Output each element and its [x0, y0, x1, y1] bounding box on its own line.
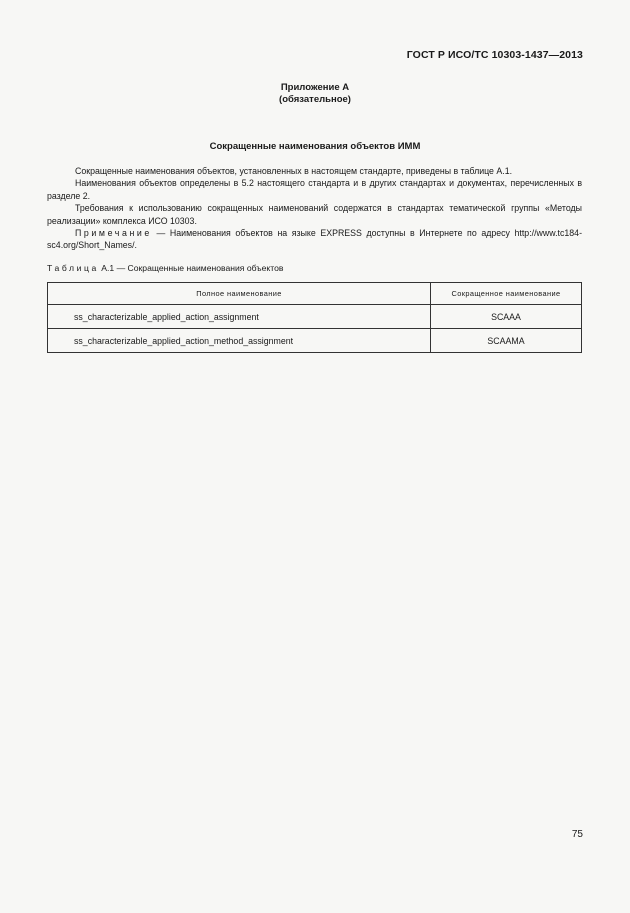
table-caption-label: Таблица	[47, 263, 99, 273]
note-label: Примечание	[75, 228, 152, 239]
cell-short-name: SCAAMA	[431, 329, 582, 353]
cell-full-name: ss_characterizable_applied_action_method_assignment	[48, 329, 431, 353]
abbreviations-table	[47, 282, 582, 353]
table-row	[48, 329, 582, 353]
body-text	[47, 165, 582, 252]
table-caption-text: А.1 — Сокращенные наименования объектов	[98, 263, 284, 273]
standard-code: ГОСТ Р ИСО/ТС 10303-1437—2013	[406, 49, 583, 61]
paragraph-3: Требования к использованию сокращенных наименований содержатся в стандартах тематической группы «Методы реализации» комплекса ИСО 10303.	[47, 203, 582, 226]
header-full-name: Полное наименование	[48, 283, 431, 305]
note-text: — Наименования объектов на языке EXPRESS доступны в Интернете по адресу http://www.tc184-sc4.org/Short_Names/.	[47, 228, 582, 251]
annex-status: (обязательное)	[279, 94, 351, 105]
table-row	[48, 305, 582, 329]
annex-heading	[0, 82, 630, 106]
table-header-row	[48, 283, 582, 305]
note	[47, 227, 582, 252]
section-title: Сокращенные наименования объектов ИММ	[209, 141, 421, 152]
page-number: 75	[571, 829, 583, 840]
header-short-name: Сокращенное наименование	[431, 283, 582, 305]
cell-full-name: ss_characterizable_applied_action_assignment	[48, 305, 431, 329]
annex-title: Приложение А	[280, 82, 350, 93]
cell-short-name: SCAAA	[431, 305, 582, 329]
paragraph-2: Наименования объектов определены в 5.2 настоящего стандарта и в других стандартах и документах, перечисленных в разделе 2.	[47, 178, 582, 201]
paragraph-1: Сокращенные наименования объектов, установленных в настоящем стандарте, приведены в таблице А.1.	[75, 166, 513, 176]
table-caption	[47, 263, 283, 273]
